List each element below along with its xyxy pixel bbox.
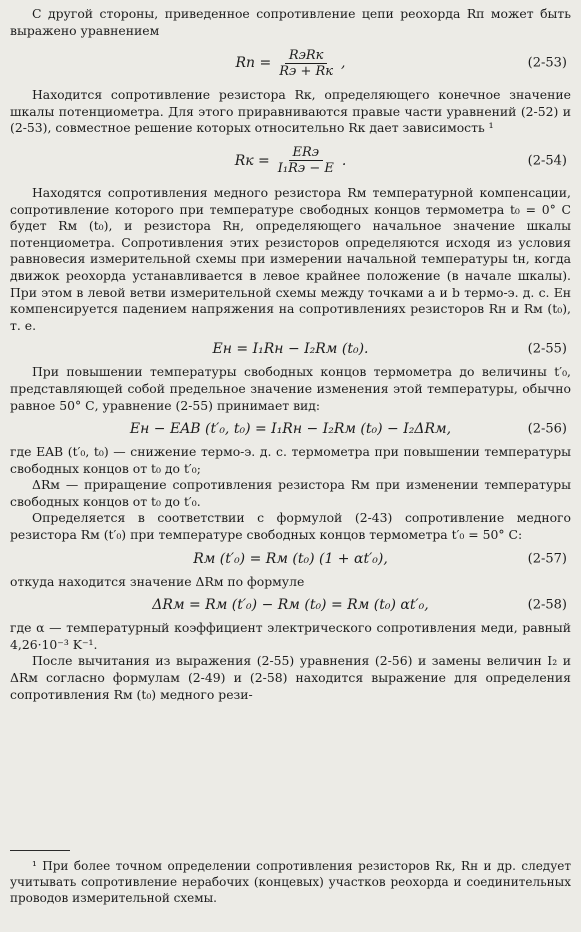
- paragraph-subtraction: После вычитания из выражения (2-55) уравнения (2-56) и замены величин I₂ и ΔRм согласно формулам (2-49) и (2-58) находится выражение для определения сопротивления Rм (t₀) медного рези-: [10, 653, 571, 702]
- paragraph-intro: С другой стороны, приведенное сопротивление цепи реохорда Rп может быть выражено уравнением: [10, 6, 571, 38]
- equation-2-54-lhs: Rк =: [234, 152, 270, 169]
- equation-2-53-lhs: Rп =: [235, 55, 272, 72]
- equation-2-53-numerator: RэRк: [285, 48, 328, 64]
- equation-2-54-tail: .: [341, 152, 347, 169]
- equation-2-56-expr: Eн − EAB (t′₀, t₀) = I₁Rн − I₂Rм (t₀) − I₂ΔRм,: [129, 421, 452, 438]
- equation-2-58-number: (2-58): [527, 597, 567, 613]
- equation-2-57: [10, 546, 571, 572]
- equation-2-58: [10, 592, 571, 618]
- equation-2-56-number: (2-56): [527, 421, 567, 437]
- paragraph-temperature-rise: При повышении температуры свободных концов термометра до величины t′₀, представляющей собой предельное значение изменения этой температуры, обычно равное 50° С, уравнение (2-55) принимает вид:: [10, 364, 571, 413]
- equation-2-53-fraction: [275, 48, 337, 79]
- equation-2-57-expr: Rм (t′₀) = Rм (t₀) (1 + αt′₀),: [193, 550, 388, 567]
- equation-2-54: [10, 139, 571, 183]
- paragraph-rk: Находится сопротивление резистора Rк, определяющего конечное значение шкалы потенциометра. Для этого приравниваются правые части уравнений (2-52) и (2-53), совместное решение которых относительно Rк дает зависимость ¹: [10, 87, 571, 136]
- equation-2-55-number: (2-55): [527, 341, 567, 357]
- equation-2-55-expr: Eн = I₁Rн − I₂Rм (t₀).: [212, 341, 369, 358]
- equation-2-53-tail: ,: [341, 55, 346, 72]
- paragraph-delta-rm: ΔRм — приращение сопротивления резистора Rм при изменении температуры свободных концов от t₀ до t′₀.: [10, 477, 571, 509]
- equation-2-54-fraction: [274, 145, 338, 176]
- equation-2-55: [10, 336, 571, 362]
- paragraph-where-eab: где EAB (t′₀, t₀) — снижение термо-э. д. с. термометра при повышении температуры свободных концов от t₀ до t′₀;: [10, 444, 571, 476]
- equation-2-54-expr: [235, 145, 347, 176]
- paragraph-formula-243: Определяется в соответствии с формулой (2-43) сопротивление медного резистора Rм (t′₀) при температуре свободных концов термометра t′₀ = 50° С:: [10, 510, 571, 543]
- footnote: ¹ При более точном определении сопротивления резисторов Rк, Rн и др. следует учитывать сопротивление нерабочих (концевых) участков реохорда и соединительных проводов измерительной схемы.: [10, 859, 571, 905]
- equation-2-57-number: (2-57): [527, 551, 567, 567]
- equation-2-58-expr: ΔRм = Rм (t′₀) − Rм (t₀) = Rм (t₀) αt′₀,: [152, 597, 429, 614]
- paragraph-whence: откуда находится значение ΔRм по формуле: [10, 573, 305, 589]
- equation-2-56: [10, 416, 571, 442]
- footnote-divider: [10, 850, 70, 851]
- paragraph-alpha: где α — температурный коэффициент электрического сопротивления меди, равный 4,26·10⁻³ K⁻¹.: [10, 620, 571, 652]
- paragraph-rm-rn: Находятся сопротивления медного резистора Rм температурной компенсации, сопротивление которого при температуре свободных концов термометра t₀ = 0° С будет Rм (t₀), и резистора Rн, определяющего начальное значение шкалы потенциометра. Сопротивления этих резисторов определяются исходя из условия равновесия измерительной схемы при измерении начальной температуры tн, когда движок реохорда устанавливается в левое крайнее положение (в начале шкалы). При этом в левой ветви измерительной схемы между точками a и b термо-э. д. с. Eн компенсируется падением напряжения на сопротивлениях резисторов Rн и Rм (t₀), т. е.: [10, 184, 571, 333]
- equation-2-53-number: (2-53): [527, 55, 567, 71]
- equation-2-54-denominator: I₁Rэ − E: [277, 161, 334, 177]
- equation-2-53: [10, 41, 571, 85]
- equation-2-53-expr: [236, 48, 346, 79]
- equation-2-54-numerator: ERэ: [289, 145, 324, 161]
- equation-2-53-denominator: Rэ + Rк: [279, 63, 334, 79]
- equation-2-54-number: (2-54): [527, 153, 567, 169]
